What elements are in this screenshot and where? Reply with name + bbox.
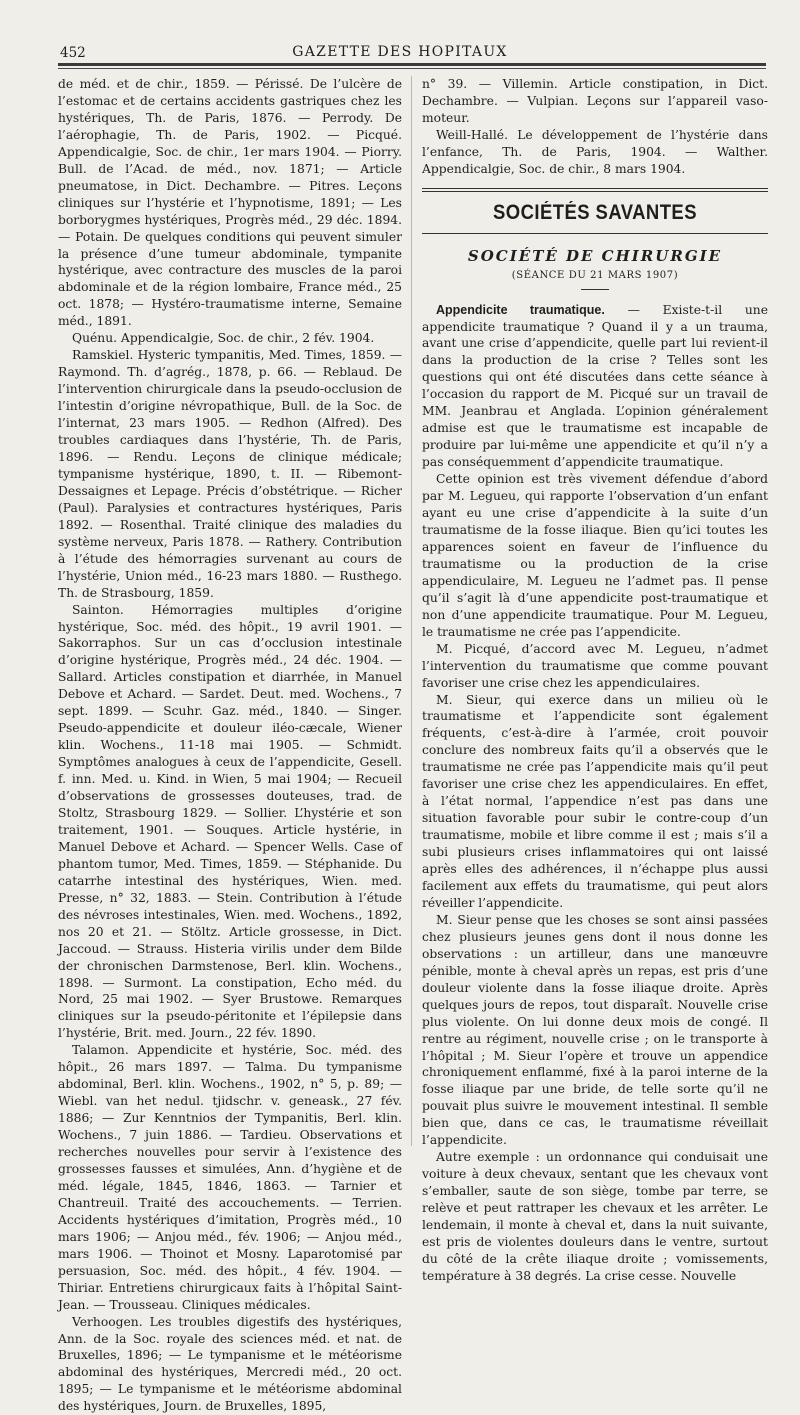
bibliography-paragraph: n° 39. — Villemin. Article constipation, in Dict. Dechambre. — Vulpian. Leçons sur l’appareil vaso-moteur. (422, 77, 768, 125)
article-paragraph: Autre exemple : un ordonnance qui conduisait une voiture à deux chevaux, sentant que les chevaux vont s’emballer, saute de son siège, tombe par terre, se relève et peut rattraper les chevaux et les arrêter. Le lendemain, il monte à cheval et, dans la nuit suivante, est pris de violentes douleurs dans le ventre, surtout du côté de la crête iliaque droite ; vomissements, température à 38 degrés. La crise cesse. Nouvelle (422, 1150, 768, 1283)
article-paragraph-text: — Existe-t-il une appendicite traumatique ? Quand il y a un trauma, avant une crise d’appendicite, quelle part lui revient-il dans la production de la crise ? Telles sont les questions qui ont été discutées dans cette séance à l’occasion du rapport de M. Picqué sur un travail de MM. Jeanbrau et Anglada. L’opinion généralement admise est que le traumatisme est incapable de produire par lui-même une appendicite et qu’il n’y a pas conséquemment d’appendicite traumatique. (422, 302, 768, 470)
article-paragraph: M. Picqué, d’accord avec M. Legueu, n’admet l’intervention du traumatisme que comme pouvant favoriser une crise chez les appendiculaires. (422, 641, 768, 690)
running-title: GAZETTE DES HOPITAUX (292, 44, 508, 60)
article-paragraph: Cette opinion est très vivement défendue d’abord par M. Legueu, qui rapporte l’observation d’un enfant ayant eu une crise d’appendicite à la suite d’un traumatisme de la fosse iliaque. Bien qu’ici toutes les apparences soient en faveur de l’influence du traumatisme ou la production de la crise appendiculaire, M. Legueu ne l’admet pas. Il pense qu’il s’agit là d’une appendicite post-traumatique et non d’une appendicite traumatique. Pour M. Legueu, le traumatisme ne crée pas l’appendicite. (422, 472, 768, 639)
left-column-bibliography (58, 76, 402, 1415)
society-name: SOCIÉTÉ DE CHIRURGIE (467, 246, 723, 265)
bibliography-paragraph: Verhoogen. Les troubles digestifs des hystériques, Ann. de la Soc. royale des sciences méd. et nat. de Bruxelles, 1896; — Le tympanisme et le météorisme abdominal des hystériques, Mercredi méd., 20 oct. 1895; — Le tympanisme et le météorisme abdominal des hystériques, Journ. de Bruxelles, 1895, (58, 1314, 402, 1414)
section-rule-top (422, 188, 768, 192)
bibliography-paragraph: Ramskiel. Hysteric tympanitis, Med. Times, 1859. — Raymond. Th. d’agrég., 1878, p. 66. — Reblaud. De l’intervention chirurgicale dans la pseudo-occlusion de l’intestin d’origine névropathique, Bull. de la Soc. de l’internat, 23 mars 1905. — Redhon (Alfred). Des troubles cardiaques dans l’hystérie, Th. de Paris, 1896. — Rendu. Leçons de clinique médicale; tympanisme hystérique, 1890, t. II. — Ribemont-Dessaignes et Lepage. Précis d’obstétrique. — Richer (Paul). Paralysies et contractures hystériques, Paris 1892. — Rosenthal. Traité clinique des maladies du système nerveux, Paris 1878. — Rathery. Contribution à l’étude des hémorragies survenant au cours de l’hystérie, Union méd., 16-23 mars 1880. — Rusthego. Th. de Strasbourg, 1859. (58, 348, 402, 600)
header-rule-thin (58, 68, 766, 69)
page-number: 452 (60, 45, 86, 61)
section-title: SOCIÉTÉS SAVANTES (493, 200, 697, 224)
right-column (422, 76, 768, 1285)
header-rule-thick (58, 63, 766, 66)
article-title: Appendicite traumatique. (436, 302, 605, 317)
section-rule-bottom (422, 233, 768, 234)
short-divider (581, 289, 609, 290)
article-paragraph: M. Sieur pense que les choses se sont ainsi passées chez plusieurs jeunes gens dont il nous donne les observations : un artilleur, dans une manœuvre pénible, monte à cheval après un repas, est pris d’une douleur violente dans la fosse iliaque droite. Après quelques jours de repos, tout disparaît. Nouvelle crise plus violente. On lui donne deux mois de congé. Il rentre au régiment, nouvelle crise ; on le transporte à l’hôpital ; M. Sieur l’opère et trouve un appendice chroniquement enflammé, fixé à la paroi interne de la fosse iliaque par une bride, de telle sorte qu’il ne pouvait plus suivre le mouvement intestinal. Il semble bien que, dans ce cas, le traumatisme réveillait l’appendicite. (422, 912, 768, 1148)
bibliography-paragraph: Weill-Hallé. Le développement de l’hystérie dans l’enfance, Th. de Paris, 1904. — Walther. Appendicalgie, Soc. de chir., 8 mars 1904. (422, 127, 768, 176)
session-date: (SÉANCE DU 21 MARS 1907) (511, 269, 679, 281)
bibliography-paragraph: Talamon. Appendicite et hystérie, Soc. méd. des hôpit., 26 mars 1897. — Talma. Du tympanisme abdominal, Berl. klin. Wochens., 1902, n° 5, p. 89; — Wiebl. van het nedul. tjidschr. v. geneask., 27 fév. 1886; — Zur Kenntnios der Tympanitis, Berl. klin. Wochens., 7 juin 1886. — Tardieu. Observations et recherches nouvelles pour servir à l’existence des grossesses fausses et simulées, Ann. d’hygiène et de méd. légale, 1845, 1846, 1863. — Tarnier et Chantreuil. Traité des accouchements. — Terrien. Accidents hystériques d’imitation, Progrès méd., 10 mars 1906; — Anjou méd., fév. 1906; — Anjou méd., mars 1906. — Thoinot et Mosny. Laparotomisé par persuasion, Soc. méd. des hôpit., 4 fév. 1904. — Thiriar. Entretiens chirurgicaux faits à l’hôpital Saint-Jean. — Trousseau. Cliniques médicales. (58, 1043, 402, 1312)
bibliography-paragraph: de méd. et de chir., 1859. — Périssé. De l’ulcère de l’estomac et de certains accidents gastriques chez les hystériques, Th. de Paris, 1876. — Perrody. De l’aérophagie, Th. de Paris, 1902. — Picqué. Appendicalgie, Soc. de chir., 1er mars 1904. — Piorry. Bull. de l’Acad. de méd., nov. 1871; — Article pneumatose, in Dict. Dechambre. — Pitres. Leçons cliniques sur l’hystérie et l’hypnotisme, 1891; — Les borborygmes hystériques, Progrès méd., 29 déc. 1894. — Potain. De quelques conditions qui peuvent simuler la présence d’une tumeur abdominale, tympanite hystérique, avec contracture des muscles de la paroi abdominale et de la région lombaire, France méd., 25 oct. 1878; — Hystéro-traumatisme interne, Semaine méd., 1891. (58, 77, 402, 329)
column-divider (411, 76, 412, 1146)
bibliography-paragraph: Sainton. Hémorragies multiples d’origine hystérique, Soc. méd. des hôpit., 19 avril 1901. — Sakorraphos. Sur un cas d’occlusion intestinale d’origine hystérique, Progrès méd., 24 déc. 1904. — Sallard. Articles constipation et diarrhée, in Manuel Debove et Achard. — Sardet. Deut. med. Wochens., 7 sept. 1899. — Scuhr. Gaz. méd., 1840. — Singer. Pseudo-appendicite et douleur iléo-cæcale, Wiener klin. Wochens., 11-18 mai 1905. — Schmidt. Symptômes analogues à ceux de l’appendicite, Gesell. f. inn. Med. u. Kind. in Wien, 5 mai 1904; — Recueil d’observations de grossesses douteuses, trad. de Stoltz, Strasbourg 1829. — Sollier. L’hystérie et son traitement, 1901. — Souques. Article hystérie, in Manuel Debove et Achard. — Spencer Wells. Case of phantom tumor, Med. Times, 1859. — Stéphanide. Du catarrhe intestinal des hystériques, Wien. med. Presse, n° 32, 1883. — Stein. Contribution à l’étude des névroses intestinales, Wien. med. Wochens., 1892, nos 20 et 21. — Stöltz. Article grossesse, in Dict. Jaccoud. — Strauss. Histeria virilis under dem Bilde der chronischen Darmstenose, Berl. klin. Wochens., 1898. — Surmont. La constipation, Echo méd. du Nord, 25 mai 1902. — Syer Brustowe. Remarques cliniques sur la pseudo-péritonite et l’épilepsie dans l’hystérie, Brit. med. Journ., 22 fév. 1890. (58, 602, 402, 1041)
article-first-paragraph (422, 302, 768, 472)
bibliography-paragraph: Quénu. Appendicalgie, Soc. de chir., 2 fév. 1904. (72, 331, 375, 346)
article-paragraph: M. Sieur, qui exerce dans un milieu où le traumatisme et l’appendicite sont également fréquents, c’est-à-dire à l’armée, croit pouvoir conclure des nombreux faits qu’il a observés que le traumatisme ne crée pas l’appendicite mais qu’il peut favoriser une crise chez les appendiculaires. En effet, à l’état normal, l’appendice n’est pas dans une situation favorable pour subir le contre-coup d’un traumatisme, mobile et libre comme il est ; mais s’il a subi plusieurs crises inflammatoires qui ont laissé après elles des adhérences, il n’échappe plus aussi facilement aux effets du traumatisme, qui peut alors réveiller l’appendicite. (422, 692, 768, 910)
